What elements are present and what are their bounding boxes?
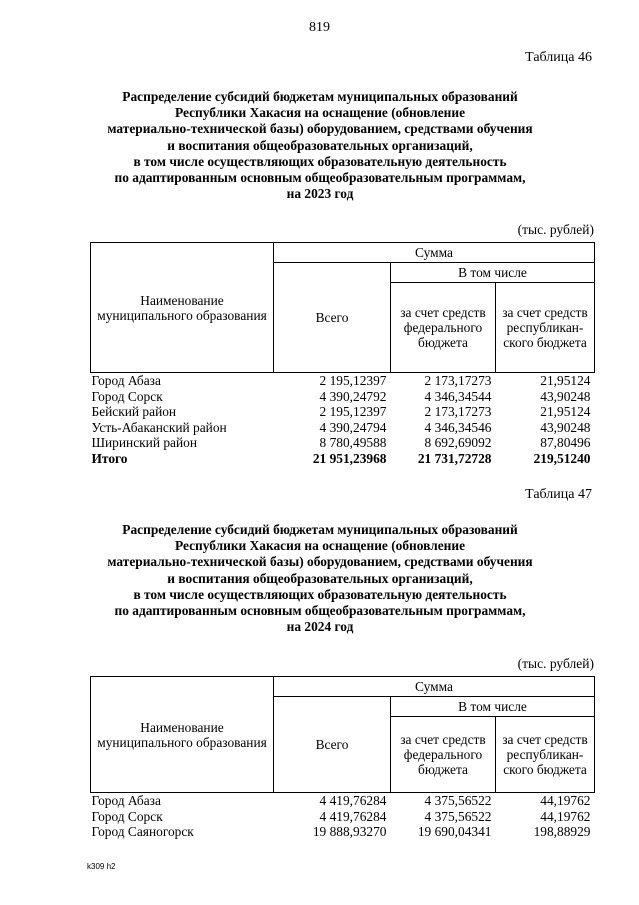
cell-name: Город Абаза [91,373,161,388]
table-label: Таблица 47 [525,487,592,502]
cell-republic: 198,88929 [533,824,591,840]
table-row [91,824,595,840]
table-row [91,793,595,809]
cell-federal: 19 690,04341 [417,824,492,840]
cell-republic: 44,19762 [540,808,591,824]
title-line: Республики Хакасия на оснащение (обновление [174,538,466,554]
cell-name: Итого [91,450,128,466]
title-line: по адаптированным основным общеобразовательным программам, [114,603,526,619]
data-table [90,242,595,467]
page-number: 819 [309,20,330,35]
cell-total: 4 419,76284 [319,793,387,808]
cell-name: Город Сорск [91,808,163,824]
title-line: на 2024 год [286,619,354,635]
header-name: Наименование муниципального образования [91,243,274,373]
cell-republic: 219,51240 [533,450,591,466]
header-incl: В том числе [391,697,595,717]
cell-total: 8 780,49588 [319,435,387,451]
table-title [60,89,580,202]
header-sum: Сумма [274,677,595,697]
cell-name: Город Сорск [91,388,163,404]
table-row [91,420,595,436]
header-federal: за счет средств федерального бюджета [391,717,496,793]
table-row [91,389,595,405]
cell-federal: 4 375,56522 [424,808,492,824]
cell-federal: 2 173,17273 [424,373,492,388]
footer-code: k309 h2 [87,862,116,871]
cell-name: Усть-Абаканский район [91,419,227,435]
header-total: Всего [274,697,391,793]
header-name: Наименование муниципального образования [91,677,274,793]
cell-total: 2 195,12397 [319,404,387,420]
unit-label: (тыс. рублей) [517,656,594,671]
cell-name: Ширинский район [91,435,197,451]
cell-republic: 21,95124 [540,404,591,420]
table-row [91,435,595,451]
title-line: материально-технической базы) оборудованием, средствами обучения [107,121,533,137]
cell-total: 19 888,93270 [312,824,387,840]
cell-federal: 8 692,69092 [424,435,492,451]
cell-name: Бейский район [91,404,177,420]
cell-name: Город Абаза [91,793,161,808]
cell-federal: 4 346,34544 [424,388,492,404]
cell-total: 21 951,23968 [312,450,387,466]
title-line: в том числе осуществляющих образовательную деятельность [133,586,507,602]
title-line: в том числе осуществляющих образовательную деятельность [133,153,507,169]
data-table [90,676,595,840]
total-row [91,451,595,467]
title-line: по адаптированным основным общеобразовательным программам, [114,170,526,186]
unit-label: (тыс. рублей) [517,222,594,237]
table-label: Таблица 46 [525,50,592,65]
cell-federal: 4 375,56522 [424,793,492,808]
header-federal: за счет средств федерального бюджета [391,283,496,373]
table-title [60,522,580,635]
cell-total: 4 390,24792 [319,388,387,404]
cell-republic: 43,90248 [540,388,591,404]
title-line: Распределение субсидий бюджетам муниципальных образований [122,522,518,537]
table-row [91,373,595,389]
cell-name: Город Саяногорск [91,824,194,840]
cell-federal: 21 731,72728 [417,450,492,466]
cell-republic: 43,90248 [540,419,591,435]
cell-federal: 4 346,34546 [424,419,492,435]
title-line: на 2023 год [286,186,354,202]
title-line: и воспитания общеобразовательных организаций, [167,570,473,586]
cell-republic: 44,19762 [540,793,591,808]
header-sum: Сумма [274,243,595,263]
cell-republic: 87,80496 [540,435,591,451]
header-total: Всего [274,263,391,373]
cell-federal: 2 173,17273 [424,404,492,420]
title-line: материально-технической базы) оборудованием, средствами обучения [107,554,533,570]
table-row [91,404,595,420]
title-line: Распределение субсидий бюджетам муниципальных образований [122,89,518,104]
table-row [91,809,595,825]
header-incl: В том числе [391,263,595,283]
cell-total: 4 390,24794 [319,419,387,435]
cell-republic: 21,95124 [540,373,591,388]
title-line: и воспитания общеобразовательных организаций, [167,137,473,153]
header-republic: за счет средств республикан-ского бюджета [496,717,595,793]
cell-total: 4 419,76284 [319,808,387,824]
cell-total: 2 195,12397 [319,373,387,388]
title-line: Республики Хакасия на оснащение (обновление [174,105,466,121]
header-republic: за счет средств республикан-ского бюджета [496,283,595,373]
